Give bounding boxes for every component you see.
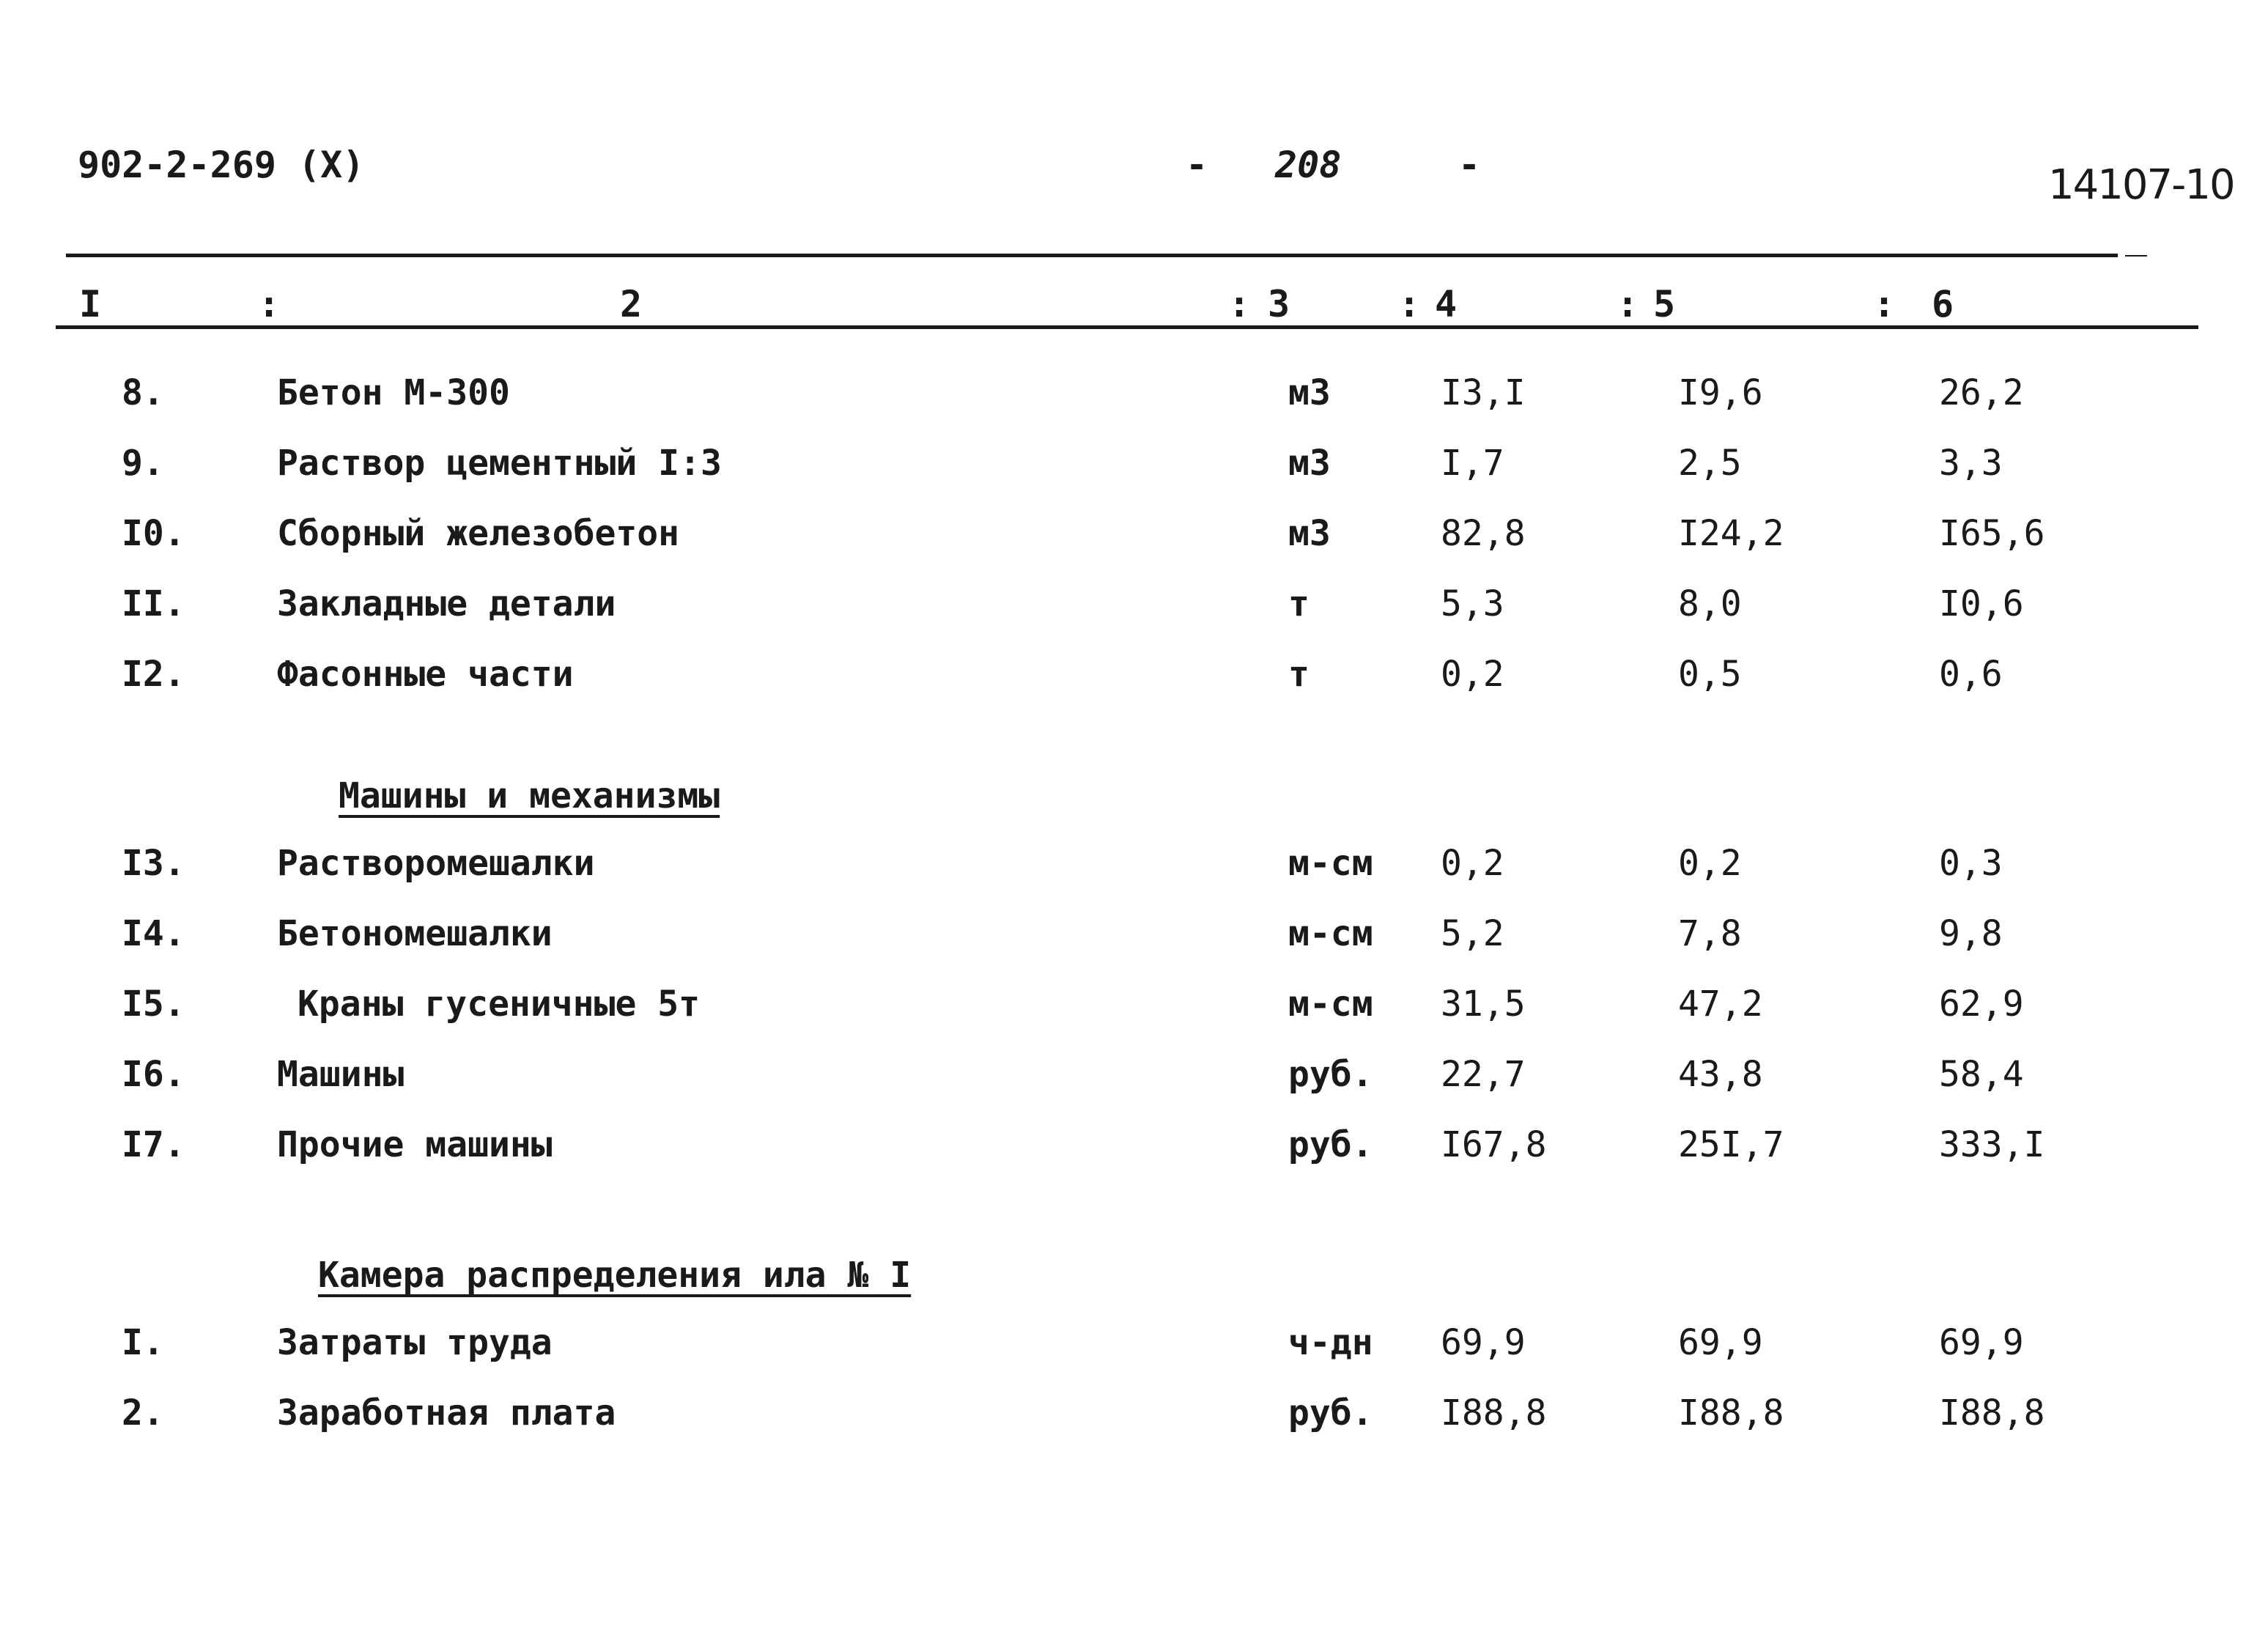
row-value-4: I67,8 [1441, 1124, 1547, 1165]
row-value-5: 25I,7 [1678, 1124, 1784, 1165]
table-row [0, 654, 2268, 724]
row-name: Закладные детали [277, 583, 616, 624]
row-unit: м-см [1288, 913, 1373, 954]
row-value-4: 82,8 [1441, 513, 1526, 554]
table-row [0, 513, 2268, 583]
row-number: 9. [122, 443, 164, 484]
row-value-6: 0,6 [1939, 654, 2003, 695]
row-value-6: I0,6 [1939, 583, 2024, 624]
row-value-5: 2,5 [1678, 443, 1742, 484]
row-value-4: 31,5 [1441, 984, 1526, 1025]
column-header-4: 4 [1435, 283, 1458, 325]
document-code: 902-2-269 (X) [78, 144, 365, 186]
table-row [0, 1322, 2268, 1392]
row-name: Сборный железобетон [277, 513, 680, 554]
row-value-6: I88,8 [1939, 1392, 2045, 1434]
row-value-4: 5,2 [1441, 913, 1504, 954]
table-row [0, 1054, 2268, 1124]
table-row [0, 443, 2268, 513]
row-name: Машины [277, 1054, 405, 1095]
row-value-6: 0,3 [1939, 843, 2003, 884]
column-separator: : [1617, 283, 1639, 325]
row-value-5: 0,5 [1678, 654, 1742, 695]
row-value-4: 5,3 [1441, 583, 1504, 624]
row-number: I7. [122, 1124, 185, 1165]
row-value-6: 3,3 [1939, 443, 2003, 484]
row-unit: м-см [1288, 843, 1373, 884]
row-name: Затраты труда [277, 1322, 553, 1363]
page-number: 208 [1275, 144, 1342, 186]
top-rule [66, 254, 2118, 257]
row-value-4: I88,8 [1441, 1392, 1547, 1434]
column-separator: : [1873, 283, 1896, 325]
row-value-4: 22,7 [1441, 1054, 1526, 1095]
table-row [0, 372, 2268, 443]
column-header-5: 5 [1653, 283, 1676, 325]
row-value-5: 8,0 [1678, 583, 1742, 624]
row-unit: руб. [1288, 1124, 1373, 1165]
row-name: Бетон М-300 [277, 372, 510, 413]
section-heading-chamber: Камера распределения ила № I [318, 1255, 912, 1296]
column-separator: : [1398, 283, 1421, 325]
row-unit: м-см [1288, 984, 1373, 1025]
row-number: 8. [122, 372, 164, 413]
row-value-6: 69,9 [1939, 1322, 2024, 1363]
row-name: Прочие машины [277, 1124, 553, 1165]
table-row [0, 1124, 2268, 1195]
page-dash-left: - [1186, 144, 1208, 186]
row-value-5: I24,2 [1678, 513, 1784, 554]
row-value-5: I9,6 [1678, 372, 1763, 413]
row-number: I6. [122, 1054, 185, 1095]
column-header-2: 2 [620, 283, 643, 325]
row-unit: ч-дн [1288, 1322, 1373, 1363]
row-value-6: I65,6 [1939, 513, 2045, 554]
table-row [0, 913, 2268, 984]
row-name: Раствор цементный I:3 [277, 443, 722, 484]
row-unit: м3 [1288, 513, 1331, 554]
row-value-4: I,7 [1441, 443, 1504, 484]
row-name: Заработная плата [277, 1392, 616, 1434]
section-heading-machines: Машины и механизмы [339, 775, 720, 816]
row-value-5: 69,9 [1678, 1322, 1763, 1363]
row-unit: т [1288, 654, 1310, 695]
row-unit: м3 [1288, 372, 1331, 413]
row-value-5: 47,2 [1678, 984, 1763, 1025]
row-number: I4. [122, 913, 185, 954]
row-value-4: 0,2 [1441, 654, 1504, 695]
row-value-5: 7,8 [1678, 913, 1742, 954]
inventory-stamp: 14107-10 [2048, 161, 2234, 209]
row-number: I0. [122, 513, 185, 554]
row-unit: т [1288, 583, 1310, 624]
row-name: Краны гусеничные 5т [298, 984, 701, 1025]
row-value-5: 43,8 [1678, 1054, 1763, 1095]
row-number: 2. [122, 1392, 164, 1434]
row-value-4: 0,2 [1441, 843, 1504, 884]
row-value-5: 0,2 [1678, 843, 1742, 884]
table-row [0, 583, 2268, 654]
row-unit: м3 [1288, 443, 1331, 484]
row-value-6: 9,8 [1939, 913, 2003, 954]
header-rule [56, 325, 2198, 329]
row-value-6: 62,9 [1939, 984, 2024, 1025]
top-rule-tail [2125, 255, 2147, 257]
row-name: Растворомешалки [277, 843, 595, 884]
table-row [0, 843, 2268, 913]
page-dash-right: - [1458, 144, 1481, 186]
row-value-4: I3,I [1441, 372, 1526, 413]
column-header-6: 6 [1932, 283, 1954, 325]
table-row [0, 984, 2268, 1054]
column-header-3: 3 [1268, 283, 1290, 325]
row-value-6: 26,2 [1939, 372, 2024, 413]
row-name: Бетономешалки [277, 913, 553, 954]
row-value-5: I88,8 [1678, 1392, 1784, 1434]
column-header-1: I [79, 283, 102, 325]
row-number: II. [122, 583, 185, 624]
row-value-4: 69,9 [1441, 1322, 1526, 1363]
row-unit: руб. [1288, 1392, 1373, 1434]
row-value-6: 333,I [1939, 1124, 2045, 1165]
row-number: I3. [122, 843, 185, 884]
column-separator: : [1228, 283, 1251, 325]
row-name: Фасонные части [277, 654, 574, 695]
table-row [0, 1392, 2268, 1463]
row-value-6: 58,4 [1939, 1054, 2024, 1095]
row-unit: руб. [1288, 1054, 1373, 1095]
column-separator: : [258, 283, 281, 325]
row-number: I5. [122, 984, 185, 1025]
row-number: I2. [122, 654, 185, 695]
row-number: I. [122, 1322, 164, 1363]
